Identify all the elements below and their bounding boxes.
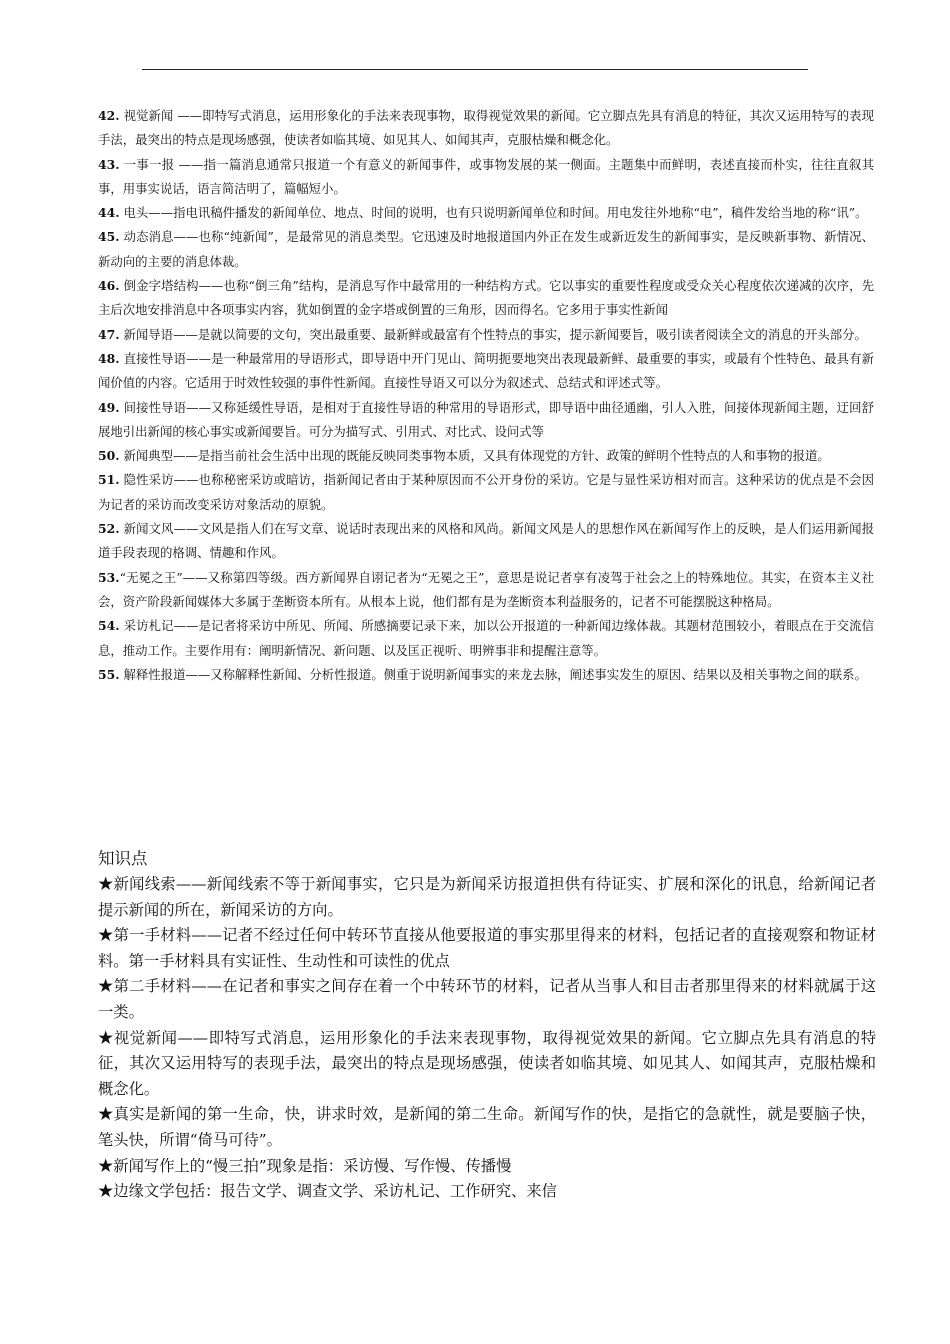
term-number: 55. (98, 666, 120, 682)
term-entry (98, 566, 874, 615)
term-number: 43. (98, 156, 120, 172)
term-entry (98, 225, 874, 274)
term-entry (98, 347, 874, 396)
term-entry (98, 274, 874, 323)
term-text: 倒金字塔结构——也称“倒三角”结构，是消息写作中最常用的一种结构方式。它以事实的重要性程度或受众关心程度依次递减的次序，先主后次地安排消息中各项事实内容，犹如倒置的金字塔或倒置的三角形，因而得名。它多用于事实性新闻 (98, 278, 874, 318)
term-text: 新闻文风——文风是指人们在写文章、说话时表现出来的风格和风尚。新闻文风是人的思想作风在新闻写作上的反映，是人们运用新闻报道手段表现的格调、情趣和作风。 (98, 521, 874, 561)
term-text: 电头——指电讯稿件播发的新闻单位、地点、时间的说明，也有只说明新闻单位和时间。用电发往外地称“电”，稿件发给当地的称“讯”。 (123, 205, 868, 221)
term-entry (98, 444, 874, 468)
knowledge-list (98, 872, 876, 1205)
term-entry (98, 517, 874, 566)
term-entry (98, 614, 874, 663)
term-number: 49. (98, 399, 120, 415)
term-entry (98, 663, 874, 687)
section-title: 知识点 (98, 849, 148, 868)
term-number: 51. (98, 472, 120, 488)
knowledge-item: ★新闻线索——新闻线索不等于新闻事实，它只是为新闻采访报道担供有待证实、扩展和深化的讯息，给新闻记者提示新闻的所在，新闻采访的方向。 (98, 875, 876, 919)
term-number: 53. (98, 569, 120, 585)
term-text: 间接性导语——又称延缓性导语，是相对于直接性导语的种常用的导语形式，即导语中曲径通幽，引人入胜，间接体现新闻主题，迂回舒展地引出新闻的核心事实或新闻要旨。可分为描写式、引用式、对比式、设问式等 (98, 399, 874, 439)
term-number: 54. (98, 618, 120, 634)
term-number: 47. (98, 326, 120, 342)
term-text: 隐性采访——也称秘密采访或暗访，指新闻记者由于某种原因而不公开身份的采访。它是与显性采访相对而言。这种采访的优点是不会因为记者的采访而改变采访对象活动的原貌。 (98, 472, 874, 512)
term-number: 52. (98, 521, 120, 537)
knowledge-item: ★视觉新闻——即特写式消息，运用形象化的手法来表现事物，取得视觉效果的新闻。它立脚点先具有消息的特征，其次又运用特写的表现手法，最突出的特点是现场感强，使读者如临其境、如见其人、如闻其声，克服枯燥和概念化。 (98, 1028, 876, 1098)
term-text: 解释性报道——又称解释性新闻、分析性报道。侧重于说明新闻事实的来龙去脉，阐述事实发生的原因、结果以及相关事物之间的联系。 (123, 666, 867, 682)
term-number: 45. (98, 229, 120, 245)
term-text: 一事一报 ——指一篇消息通常只报道一个有意义的新闻事件，或事物发展的某一侧面。主题集中而鲜明，表述直接而朴实，往往直叙其事，用事实说话，语言简洁明了，篇幅短小。 (98, 156, 874, 196)
term-text: 新闻典型——是指当前社会生活中出现的既能反映同类事物本质，又具有体现党的方针、政策的鲜明个性特点的人和事物的报道。 (123, 448, 830, 464)
term-text: 动态消息——也称“纯新闻”，是最常见的消息类型。它迅速及时地报道国内外正在发生或新近发生的新闻事实，是反映新事物、新情况、新动向的主要的消息体裁。 (98, 229, 874, 269)
term-entry (98, 396, 874, 445)
term-text: 直接性导语——是一种最常用的导语形式，即导语中开门见山、简明扼要地突出表现最新鲜、最重要的事实，或最有个性特色、最具有新闻价值的内容。它适用于时效性较强的事件性新闻。直接性导语又可以分为叙述式、总结式和评述式等。 (98, 350, 874, 391)
term-number: 44. (98, 205, 120, 221)
term-text: 新闻导语——是就以简要的文句，突出最重要、最新鲜或最富有个性特点的事实，提示新闻要旨，吸引读者阅读全文的消息的开头部分。 (123, 326, 867, 342)
term-number: 46. (98, 278, 120, 294)
knowledge-item: ★边缘文学包括：报告文学、调查文学、采访札记、工作研究、来信 (98, 1182, 557, 1201)
term-entry (98, 323, 874, 347)
term-number: 48. (98, 350, 120, 366)
knowledge-item: ★真实是新闻的第一生命，快，讲求时效，是新闻的第二生命。新闻写作的快，是指它的急就性，就是要脑子快，笔头快，所谓“倚马可待”。 (98, 1105, 876, 1149)
term-text: “无冕之王”——又称第四等级。西方新闻界自诩记者为“无冕之王”，意思是说记者享有凌驾于社会之上的特殊地位。其实，在资本主义社会，资产阶段新闻媒体大多属于垄断资本所有。从根本上说，他们都有是为垄断资本利益服务的，记者不可能摆脱这种格局。 (98, 569, 874, 609)
term-text: 视觉新闻 ——即特写式消息，运用形象化的手法来表现事物，取得视觉效果的新闻。它立脚点先具有消息的特征，其次又运用特写的表现手法，最突出的特点是现场感强，使读者如临其境、如见其人、如闻其声，克服枯燥和概念化。 (98, 108, 874, 148)
header-rule (142, 69, 808, 70)
knowledge-item: ★新闻写作上的“慢三拍”现象是指：采访慢、写作慢、传播慢 (98, 1156, 512, 1175)
term-entry (98, 468, 874, 517)
knowledge-item: ★第一手材料——记者不经过任何中转环节直接从他要报道的事实那里得来的材料，包括记者的直接观察和物证材料。第一手材料具有实证性、生动性和可读性的优点 (98, 926, 876, 970)
term-entry (98, 153, 874, 202)
term-number: 50. (98, 448, 120, 464)
term-entry (98, 104, 874, 153)
term-text: 采访札记——是记者将采访中所见、所闻、所感摘要记录下来，加以公开报道的一种新闻边缘体裁。其题材范围较小，着眼点在于交流信息，推动工作。主要作用有：阐明新情况、新问题、以及匡正视听、明辨事非和提醒注意等。 (98, 618, 874, 658)
term-list (98, 104, 874, 687)
term-number: 42. (98, 108, 120, 123)
knowledge-item: ★第二手材料——在记者和事实之间存在着一个中转环节的材料，记者从当事人和目击者那里得来的材料就属于这一类。 (98, 977, 876, 1021)
term-entry (98, 201, 874, 225)
